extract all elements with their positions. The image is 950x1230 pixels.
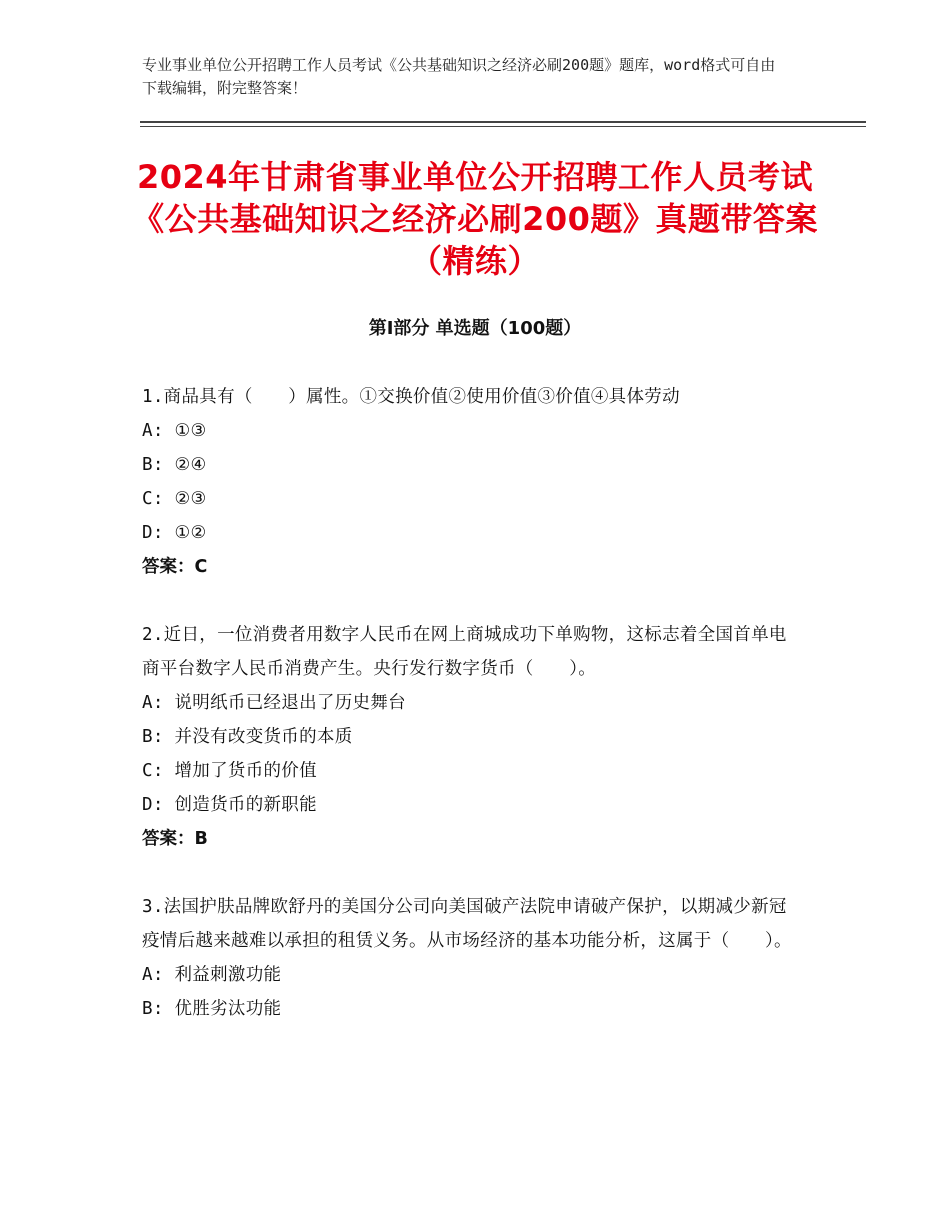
question-stem: 3.法国护肤品牌欧舒丹的美国分公司向美国破产法院申请破产保护，以期减少新冠疫情后越来越难以承担的租赁义务。从市场经济的基本功能分析，这属于（ ）。 [142,897,792,951]
option-a: A: ①③ [142,421,207,441]
option-a: A: 利益刺激功能 [142,965,282,985]
option-b: B: 并没有改变货币的本质 [142,727,353,747]
answer-label: 答案：C [142,557,208,577]
question-2 [142,618,802,890]
question-1 [142,380,802,618]
section-title: 第Ⅰ部分 单选题（100题） [368,318,582,339]
header-note: 专业事业单位公开招聘工作人员考试《公共基础知识之经济必刷200题》题库，word格式可自由下载编辑，附完整答案！ [142,56,776,97]
answer-label: 答案：B [142,829,208,849]
option-b: B: 优胜劣汰功能 [142,999,282,1019]
option-d: D: ①② [142,523,207,543]
document-title: 2024年甘肃省事业单位公开招聘工作人员考试《公共基础知识之经济必刷200题》真题带答案（精练） [132,158,818,280]
option-b: B: ②④ [142,455,207,475]
header-rule-thin [140,126,866,127]
question-3 [142,890,802,1026]
header-rule-thick [140,121,866,123]
option-a: A: 说明纸币已经退出了历史舞台 [142,693,406,713]
option-d: D: 创造货币的新职能 [142,795,317,815]
question-list [142,380,802,1026]
question-spacer [142,856,802,890]
question-stem: 1.商品具有（ ）属性。①交换价值②使用价值③价值④具体劳动 [142,387,680,407]
option-c: C: 增加了货币的价值 [142,761,317,781]
option-c: C: ②③ [142,489,207,509]
question-stem: 2.近日，一位消费者用数字人民币在网上商城成功下单购物，这标志着全国首单电商平台数字人民币消费产生。央行发行数字货币（ ）。 [142,625,787,679]
question-spacer [142,584,802,618]
